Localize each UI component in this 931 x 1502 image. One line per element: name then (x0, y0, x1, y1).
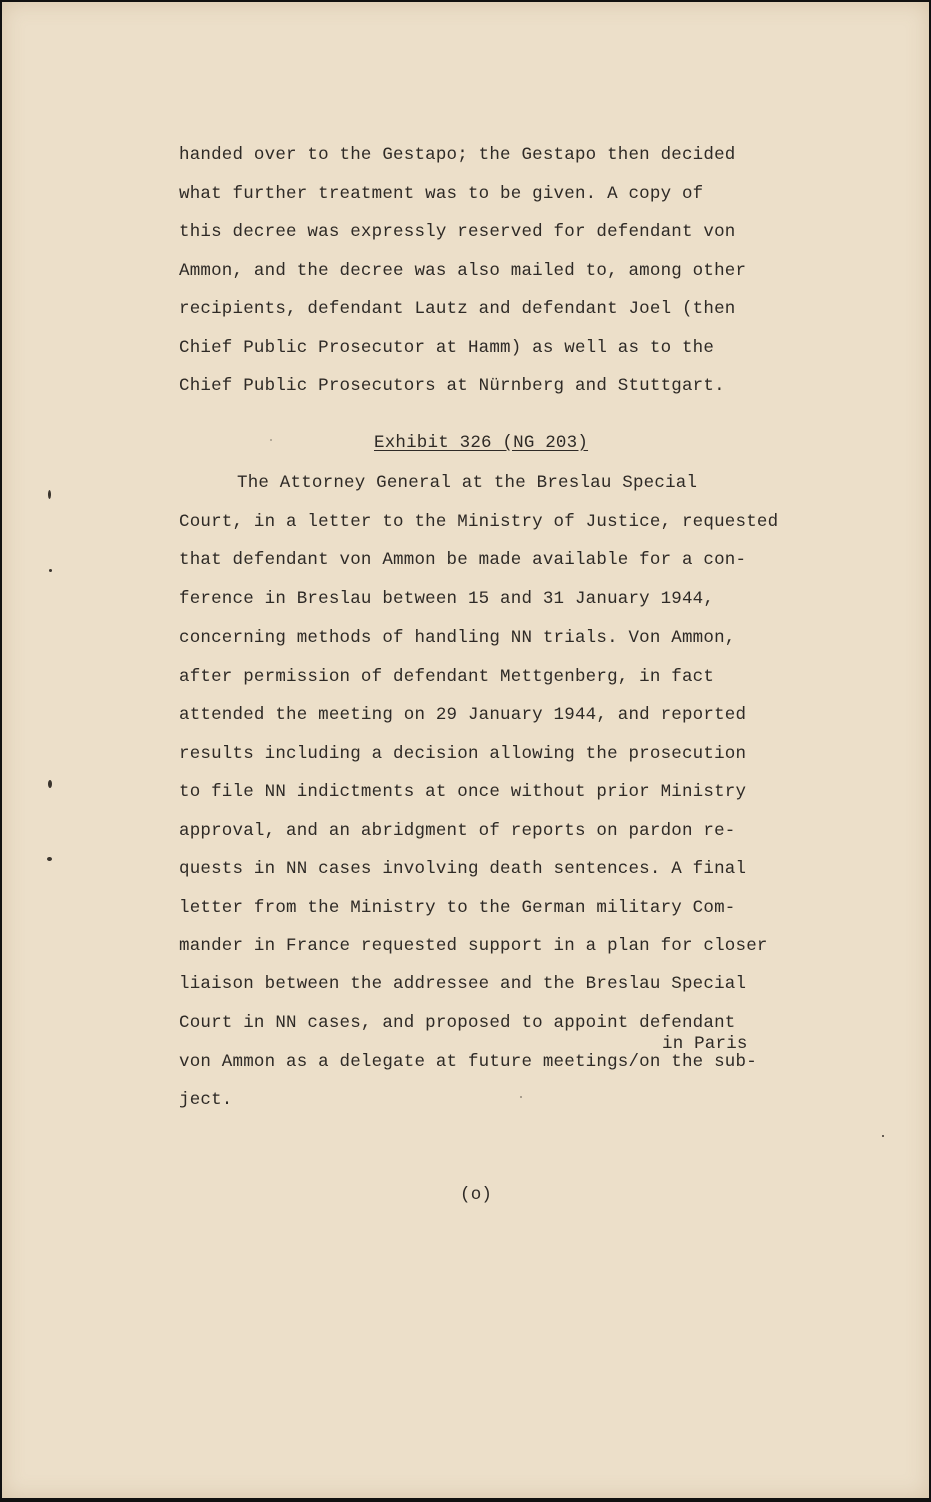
text-line: quests in NN cases involving death sentences. A final (179, 859, 747, 879)
page-number: (o) (460, 1185, 493, 1205)
margin-speck (48, 490, 51, 499)
margin-speck (48, 780, 52, 788)
text-line: Chief Public Prosecutors at Nürnberg and Stuttgart. (179, 376, 725, 396)
text-line: results including a decision allowing the prosecution (179, 744, 747, 764)
text-line: this decree was expressly reserved for defendant von (179, 222, 736, 242)
paper-speck (270, 439, 272, 441)
text-line: recipients, defendant Lautz and defendant Joel (then (179, 299, 736, 319)
margin-speck (882, 1135, 884, 1137)
text-line: mander in France requested support in a plan for closer (179, 936, 768, 956)
margin-speck (47, 857, 52, 861)
text-line: to file NN indictments at once without prior Ministry (179, 782, 747, 802)
text-line: ject. (179, 1090, 233, 1110)
text-line: letter from the Ministry to the German military Com- (179, 898, 736, 918)
text-line: Ammon, and the decree was also mailed to, among other (179, 261, 747, 281)
margin-speck (49, 569, 52, 572)
text-line: approval, and an abridgment of reports on pardon re- (179, 821, 736, 841)
text-line: concerning methods of handling NN trials. Von Ammon, (179, 628, 736, 648)
text-line: that defendant von Ammon be made available for a con- (179, 550, 747, 570)
text-line: attended the meeting on 29 January 1944, and reported (179, 705, 747, 725)
text-line: The Attorney General at the Breslau Special (237, 473, 698, 493)
text-line: Court in NN cases, and proposed to appoint defendant (179, 1013, 736, 1033)
text-line: Court, in a letter to the Ministry of Justice, requested (179, 512, 779, 532)
text-line: what further treatment was to be given. A copy of (179, 184, 704, 204)
paper-speck (520, 1096, 522, 1098)
text-line: von Ammon as a delegate at future meetings/on the sub- (179, 1052, 757, 1072)
text-line: Chief Public Prosecutor at Hamm) as well as to the (179, 338, 715, 358)
document-page (2, 2, 929, 1498)
text-line: handed over to the Gestapo; the Gestapo then decided (179, 145, 736, 165)
text-line: liaison between the addressee and the Breslau Special (179, 974, 747, 994)
text-line: after permission of defendant Mettgenberg, in fact (179, 667, 715, 687)
text-line: ference in Breslau between 15 and 31 January 1944, (179, 589, 715, 609)
exhibit-heading: Exhibit 326 (NG 203) (374, 433, 589, 453)
interlinear-insert: in Paris (662, 1034, 748, 1054)
